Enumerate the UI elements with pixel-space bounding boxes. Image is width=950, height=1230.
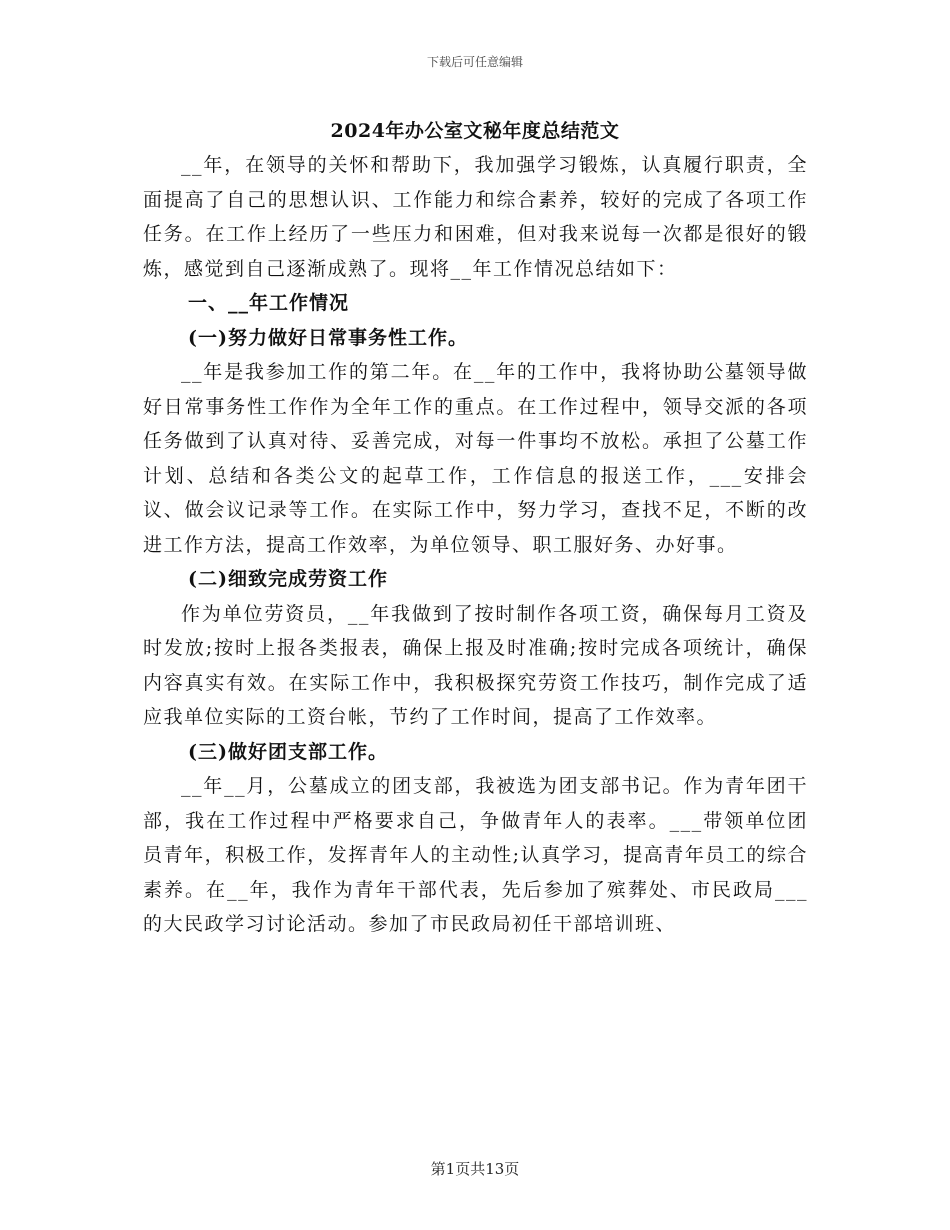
paragraph-payroll-work: 作为单位劳资员，__年我做到了按时制作各项工资，确保每月工资及时发放;按时上报各类报表，确保上报及时准确;按时完成各项统计，确保内容真实有效。在实际工作中，我积极探究劳资工作技巧，制作完成了适应我单位实际的工资台帐，节约了工作时间，提高了工作效率。 — [143, 602, 808, 728]
subsection-heading-3: (三)做好团支部工作。 — [188, 740, 388, 763]
document-title: 2024年办公室文秘年度总结范文 — [330, 120, 620, 142]
document-body — [143, 148, 808, 942]
intro-paragraph: __年，在领导的关怀和帮助下，我加强学习锻炼，认真履行职责，全面提高了自己的思想认识、工作能力和综合素养，较好的完成了各项工作任务。在工作上经历了一些压力和困难，但对我来说每一次都是很好的锻炼，感觉到自己逐渐成熟了。现将__年工作情况总结如下： — [143, 154, 808, 280]
paragraph-youth-league-work: __年__月，公墓成立的团支部，我被选为团支部书记。作为青年团干部，我在工作过程中严格要求自己，争做青年人的表率。___带领单位团员青年，积极工作，发挥青年人的主动性;认真学习，提高青年员工的综合素养。在__年，我作为青年干部代表，先后参加了殡葬处、市民政局___的大民政学习讨论活动。参加了市民政局初任干部培训班、 — [143, 775, 808, 935]
paragraph-daily-work: __年是我参加工作的第二年。在__年的工作中，我将协助公墓领导做好日常事务性工作作为全年工作的重点。在工作过程中，领导交派的各项任务做到了认真对待、妥善完成，对每一件事均不放松。承担了公墓工作计划、总结和各类公文的起草工作，工作信息的报送工作，___安排会议、做会议记录等工作。在实际工作中，努力学习，查找不足，不断的改进工作方法，提高工作效率，为单位领导、职工服好务、办好事。 — [143, 361, 808, 556]
page-number-footer: 第1页共13页 — [430, 1160, 520, 1178]
subsection-heading-2: (二)细致完成劳资工作 — [188, 568, 388, 590]
subsection-heading-1: (一)努力做好日常事务性工作。 — [188, 326, 468, 349]
section-heading-1: 一、__年工作情况 — [188, 292, 350, 314]
header-note: 下载后可任意编辑 — [426, 55, 523, 69]
